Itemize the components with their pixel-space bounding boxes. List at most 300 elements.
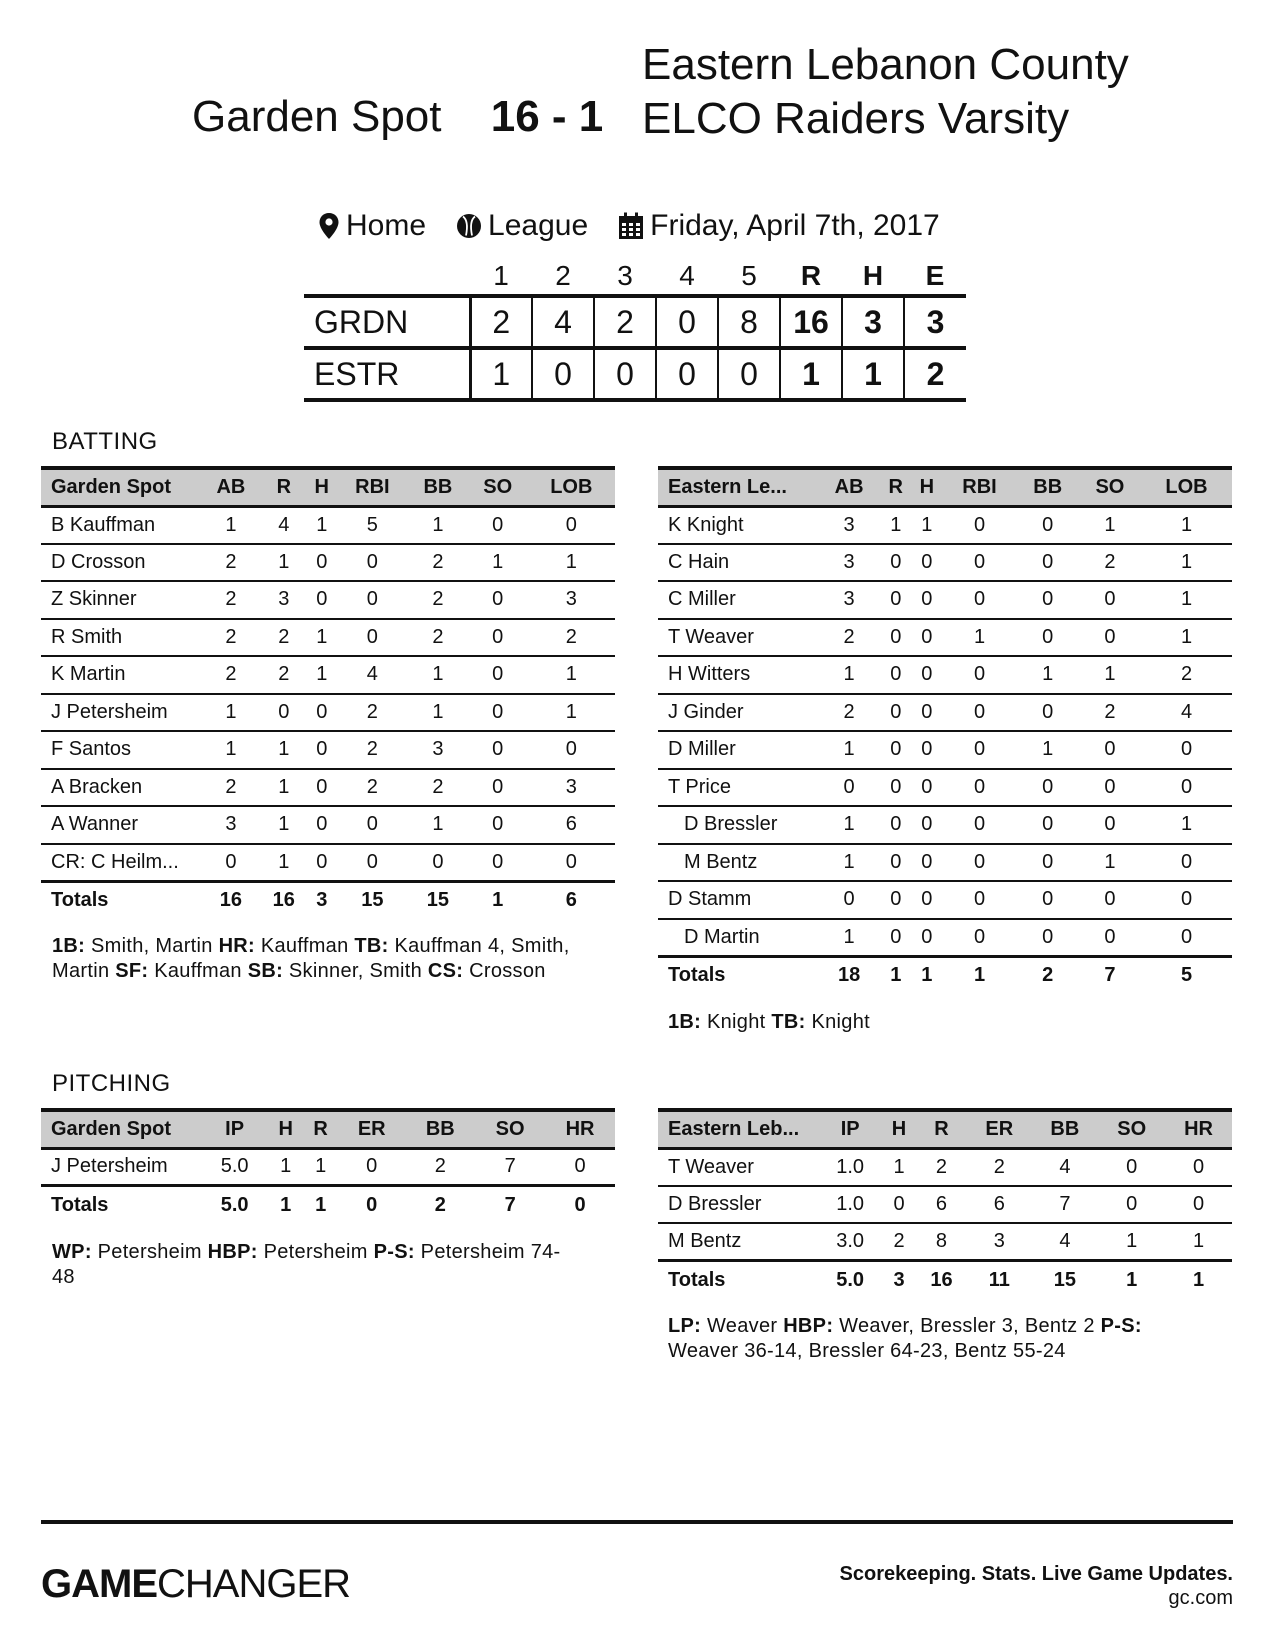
stat-cell: 0 <box>468 581 528 619</box>
total-cell: 7 <box>1079 956 1141 994</box>
stat-cell: 1 <box>1141 544 1232 582</box>
stat-cell: 0 <box>880 619 911 657</box>
table-header-stat: SO <box>475 1110 545 1148</box>
stat-cell: 2 <box>261 656 307 694</box>
note-value: Kauffman <box>255 935 355 957</box>
table-row <box>41 656 615 694</box>
stat-cell: 1 <box>911 506 942 544</box>
stat-cell: 1 <box>1017 656 1079 694</box>
stat-cell: 1 <box>408 806 468 844</box>
stat-cell: 0 <box>307 806 337 844</box>
baseball-icon <box>456 213 482 239</box>
linescore-header-team <box>304 258 470 296</box>
note-value: Petersheim <box>91 1241 208 1263</box>
inning-score: 0 <box>718 348 780 400</box>
logo-text-light: CHANGER <box>157 1562 351 1606</box>
totals-label: Totals <box>41 1186 201 1224</box>
player-name: J Ginder <box>658 694 818 732</box>
table-header-stat: BB <box>408 468 468 506</box>
stat-cell: 1 <box>261 731 307 769</box>
inning-score: 0 <box>656 296 718 348</box>
player-name: K Knight <box>658 506 818 544</box>
stat-cell: 2 <box>261 619 307 657</box>
total-cell: 5.0 <box>818 1261 882 1299</box>
total-cell: 1 <box>880 956 911 994</box>
stat-cell: 0 <box>468 619 528 657</box>
stat-cell: 1 <box>307 656 337 694</box>
stat-cell: 1 <box>307 619 337 657</box>
table-row <box>41 731 615 769</box>
player-name: D Miller <box>658 731 818 769</box>
note-value: Kauffman 4, Smith, Martin <box>52 935 570 982</box>
home-batting-table <box>41 466 615 919</box>
stat-cell: 3 <box>818 581 880 619</box>
stat-cell: 1 <box>942 619 1016 657</box>
note-value: Kauffman <box>148 960 248 982</box>
table-header-stat: IP <box>201 1110 268 1148</box>
table-row <box>658 731 1232 769</box>
date-label: Friday, April 7th, 2017 <box>650 209 940 242</box>
table-row <box>41 844 615 882</box>
player-name: D Stamm <box>658 881 818 919</box>
player-name: H Witters <box>658 656 818 694</box>
hits-header: H <box>862 260 884 291</box>
stat-cell: 0 <box>1141 731 1232 769</box>
map-pin-icon <box>318 212 340 240</box>
table-header-stat: SO <box>1098 1110 1165 1148</box>
note-key: LP: <box>668 1315 702 1337</box>
stat-cell: 0 <box>307 731 337 769</box>
inning-score: 1 <box>470 348 532 400</box>
inning-score: 0 <box>594 348 656 400</box>
stat-cell: 6 <box>528 806 615 844</box>
home-batting-notes <box>52 934 622 984</box>
stat-cell: 0 <box>1017 694 1079 732</box>
stat-cell: 1 <box>408 694 468 732</box>
stat-cell: 3 <box>528 769 615 807</box>
stat-cell: 0 <box>818 769 880 807</box>
stat-cell: 0 <box>1017 544 1079 582</box>
stat-cell: 1 <box>1141 506 1232 544</box>
stat-cell: 3 <box>818 544 880 582</box>
stat-cell: 0 <box>942 694 1016 732</box>
inning-header: 2 <box>555 260 571 291</box>
stat-cell: 1 <box>268 1148 303 1186</box>
stat-cell: 3 <box>408 731 468 769</box>
stat-cell: 1 <box>528 694 615 732</box>
total-cell: 7 <box>475 1186 545 1224</box>
stat-cell: 1 <box>408 506 468 544</box>
stat-cell: 0 <box>880 731 911 769</box>
stat-cell: 0 <box>1079 919 1141 957</box>
stat-cell: 1 <box>261 806 307 844</box>
stat-cell: 1 <box>818 919 880 957</box>
away-batting-notes <box>668 1010 1228 1035</box>
inning-score: 4 <box>532 296 594 348</box>
table-row <box>658 619 1232 657</box>
stat-cell: 2 <box>818 694 880 732</box>
total-cell: 1 <box>911 956 942 994</box>
table-header-row <box>658 468 1232 506</box>
stat-cell: 3 <box>261 581 307 619</box>
stat-cell: 2 <box>408 769 468 807</box>
stat-cell: 0 <box>468 806 528 844</box>
stat-cell: 4 <box>1031 1223 1098 1261</box>
stat-cell: 1 <box>1079 506 1141 544</box>
player-name: D Bressler <box>658 1186 818 1224</box>
game-type-label: League <box>488 209 589 242</box>
table-header-row <box>41 468 615 506</box>
calendar-icon <box>618 212 644 240</box>
stat-cell: 0 <box>882 1186 915 1224</box>
stat-cell: 0 <box>880 544 911 582</box>
stat-cell: 1 <box>1017 731 1079 769</box>
table-header-stat: R <box>880 468 911 506</box>
total-runs: 16 <box>780 296 842 348</box>
note-key: P-S: <box>373 1241 415 1263</box>
linescore-team: ESTR <box>304 348 470 400</box>
table-header-stat: HR <box>545 1110 615 1148</box>
table-row <box>41 769 615 807</box>
player-name: T Weaver <box>658 619 818 657</box>
table-header-stat: ER <box>338 1110 405 1148</box>
stat-cell: 3.0 <box>818 1223 882 1261</box>
total-cell: 11 <box>967 1261 1031 1299</box>
logo-text-bold: GAME <box>41 1562 157 1606</box>
stat-cell: 2 <box>528 619 615 657</box>
note-key: TB: <box>354 935 389 957</box>
note-value: Skinner, Smith <box>283 960 428 982</box>
stat-cell: 2 <box>1079 694 1141 732</box>
total-cell: 5 <box>1141 956 1232 994</box>
home-pitching-notes <box>52 1240 572 1290</box>
total-cell: 16 <box>201 881 261 919</box>
stat-cell: 0 <box>942 881 1016 919</box>
totals-row <box>41 881 615 919</box>
stat-cell: 1 <box>261 769 307 807</box>
away-batting-table <box>658 466 1232 994</box>
total-cell: 16 <box>261 881 307 919</box>
note-key: WP: <box>52 1241 92 1263</box>
stat-cell: 2 <box>201 619 261 657</box>
player-name: D Bressler <box>658 806 818 844</box>
stat-cell: 0 <box>911 919 942 957</box>
total-cell: 2 <box>405 1186 475 1224</box>
table-row <box>658 881 1232 919</box>
table-row <box>658 694 1232 732</box>
stat-cell: 0 <box>1098 1148 1165 1186</box>
stat-cell: 7 <box>475 1148 545 1186</box>
gamechanger-logo <box>41 1560 350 1608</box>
table-header-stat: ER <box>967 1110 1031 1148</box>
table-header-stat: SO <box>1079 468 1141 506</box>
linescore-header-row <box>304 258 966 296</box>
stat-cell: 0 <box>880 919 911 957</box>
note-value: Knight <box>701 1011 772 1033</box>
stat-cell: 0 <box>1079 881 1141 919</box>
stat-cell: 0 <box>307 844 337 882</box>
final-score: 16 - 1 <box>490 92 604 141</box>
stat-cell: 0 <box>942 506 1016 544</box>
stat-cell: 0 <box>880 806 911 844</box>
stat-cell: 0 <box>1017 919 1079 957</box>
pitching-section-title: PITCHING <box>52 1070 171 1097</box>
table-header-stat: H <box>911 468 942 506</box>
table-row <box>41 619 615 657</box>
total-errors: 3 <box>904 296 966 348</box>
stat-cell: 1 <box>1141 619 1232 657</box>
table-row <box>658 844 1232 882</box>
home-team-name: Garden Spot <box>192 92 442 141</box>
away-pitching-notes <box>668 1314 1198 1364</box>
table-header-team: Eastern Le... <box>658 468 818 506</box>
table-row <box>658 1223 1232 1261</box>
stat-cell: 0 <box>528 506 615 544</box>
total-cell: 15 <box>337 881 408 919</box>
player-name: M Bentz <box>658 1223 818 1261</box>
player-name: M Bentz <box>658 844 818 882</box>
stat-cell: 0 <box>1141 919 1232 957</box>
totals-label: Totals <box>658 956 818 994</box>
stat-cell: 0 <box>337 619 408 657</box>
total-cell: 3 <box>882 1261 915 1299</box>
note-value: Weaver, Bressler 3, Bentz 2 <box>833 1315 1101 1337</box>
table-row <box>41 806 615 844</box>
stat-cell: 2 <box>408 619 468 657</box>
batting-section-title: BATTING <box>52 428 158 455</box>
stat-cell: 0 <box>307 694 337 732</box>
table-header-stat: SO <box>468 468 528 506</box>
total-cell: 1 <box>1098 1261 1165 1299</box>
total-cell: 0 <box>545 1186 615 1224</box>
table-header-row <box>658 1110 1232 1148</box>
stat-cell: 2 <box>337 731 408 769</box>
table-header-stat: BB <box>405 1110 475 1148</box>
note-key: 1B: <box>668 1011 702 1033</box>
stat-cell: 0 <box>408 844 468 882</box>
stat-cell: 1 <box>1141 806 1232 844</box>
stat-cell: 0 <box>942 919 1016 957</box>
stat-cell: 7 <box>1031 1186 1098 1224</box>
location-item <box>318 209 426 243</box>
player-name: J Petersheim <box>41 694 201 732</box>
stat-cell: 3 <box>528 581 615 619</box>
stat-cell: 0 <box>1017 806 1079 844</box>
stat-cell: 4 <box>337 656 408 694</box>
totals-label: Totals <box>41 881 201 919</box>
stat-cell: 0 <box>528 731 615 769</box>
table-header-stat: RBI <box>942 468 1016 506</box>
table-header-stat: IP <box>818 1110 882 1148</box>
table-header-stat: H <box>268 1110 303 1148</box>
totals-label: Totals <box>658 1261 818 1299</box>
total-cell: 18 <box>818 956 880 994</box>
stat-cell: 0 <box>942 731 1016 769</box>
total-cell: 2 <box>1017 956 1079 994</box>
note-key: P-S: <box>1100 1315 1142 1337</box>
table-header-stat: LOB <box>1141 468 1232 506</box>
player-name: F Santos <box>41 731 201 769</box>
table-header-stat: BB <box>1031 1110 1098 1148</box>
table-header-stat: LOB <box>528 468 615 506</box>
stat-cell: 0 <box>261 694 307 732</box>
player-name: T Weaver <box>658 1148 818 1186</box>
table-header-stat: R <box>303 1110 338 1148</box>
stat-cell: 0 <box>818 881 880 919</box>
stat-cell: 1 <box>818 844 880 882</box>
table-row <box>41 1148 615 1186</box>
stat-cell: 0 <box>942 769 1016 807</box>
stat-cell: 0 <box>307 581 337 619</box>
stat-cell: 0 <box>1165 1148 1232 1186</box>
stat-cell: 0 <box>307 769 337 807</box>
stat-cell: 2 <box>201 544 261 582</box>
player-name: Z Skinner <box>41 581 201 619</box>
stat-cell: 1 <box>880 506 911 544</box>
stat-cell: 1 <box>818 806 880 844</box>
stat-cell: 0 <box>1017 769 1079 807</box>
date-item <box>618 209 940 243</box>
stat-cell: 0 <box>1017 581 1079 619</box>
stat-cell: 4 <box>261 506 307 544</box>
player-name: R Smith <box>41 619 201 657</box>
stat-cell: 8 <box>916 1223 967 1261</box>
stat-cell: 0 <box>1141 769 1232 807</box>
stat-cell: 2 <box>201 769 261 807</box>
table-header-team: Eastern Leb... <box>658 1110 818 1148</box>
stat-cell: 0 <box>911 619 942 657</box>
table-header-stat: RBI <box>337 468 408 506</box>
inning-score: 0 <box>656 348 718 400</box>
stat-cell: 2 <box>201 581 261 619</box>
table-header-team: Garden Spot <box>41 468 201 506</box>
table-header-stat: BB <box>1017 468 1079 506</box>
stat-cell: 0 <box>337 844 408 882</box>
stat-cell: 0 <box>1017 619 1079 657</box>
player-name: D Martin <box>658 919 818 957</box>
table-row <box>658 919 1232 957</box>
stat-cell: 2 <box>1079 544 1141 582</box>
stat-cell: 0 <box>911 544 942 582</box>
errors-header: E <box>925 260 945 291</box>
stat-cell: 0 <box>911 656 942 694</box>
stat-cell: 2 <box>818 619 880 657</box>
stat-cell: 0 <box>1079 806 1141 844</box>
table-header-row <box>41 1110 615 1148</box>
table-row <box>41 544 615 582</box>
stat-cell: 2 <box>337 769 408 807</box>
total-cell: 1 <box>268 1186 303 1224</box>
stat-cell: 0 <box>1165 1186 1232 1224</box>
stat-cell: 0 <box>1079 731 1141 769</box>
note-key: HBP: <box>783 1315 834 1337</box>
player-name: J Petersheim <box>41 1148 201 1186</box>
table-header-stat: R <box>261 468 307 506</box>
stat-cell: 0 <box>911 581 942 619</box>
note-value: Smith, Martin <box>85 935 219 957</box>
stat-cell: 3 <box>818 506 880 544</box>
away-team-name: Eastern Lebanon County ELCO Raiders Varsity <box>642 40 1129 143</box>
stat-cell: 1 <box>882 1148 915 1186</box>
note-key: 1B: <box>52 935 86 957</box>
note-value: Crosson <box>463 960 546 982</box>
inning-header: 4 <box>679 260 695 291</box>
total-cell: 15 <box>1031 1261 1098 1299</box>
stat-cell: 1 <box>261 844 307 882</box>
stat-cell: 1 <box>201 506 261 544</box>
stat-cell: 0 <box>880 656 911 694</box>
away-pitching-table <box>658 1108 1232 1298</box>
stat-cell: 1 <box>261 544 307 582</box>
note-key: HBP: <box>207 1241 258 1263</box>
player-name: K Martin <box>41 656 201 694</box>
stat-cell: 2 <box>405 1148 475 1186</box>
linescore-team: GRDN <box>304 296 470 348</box>
stat-cell: 2 <box>337 694 408 732</box>
table-header-stat: H <box>882 1110 915 1148</box>
stat-cell: 0 <box>1079 619 1141 657</box>
stat-cell: 1 <box>818 656 880 694</box>
stat-cell: 1 <box>818 731 880 769</box>
stat-cell: 0 <box>880 694 911 732</box>
note-key: SB: <box>247 960 284 982</box>
stat-cell: 0 <box>911 881 942 919</box>
stat-cell: 0 <box>1017 844 1079 882</box>
stat-cell: 5.0 <box>201 1148 268 1186</box>
home-pitching-table <box>41 1108 615 1223</box>
stat-cell: 0 <box>942 581 1016 619</box>
table-header-stat: H <box>307 468 337 506</box>
stat-cell: 0 <box>911 806 942 844</box>
stat-cell: 4 <box>1031 1148 1098 1186</box>
table-header-stat: AB <box>818 468 880 506</box>
total-cell: 15 <box>408 881 468 919</box>
stat-cell: 0 <box>338 1148 405 1186</box>
stat-cell: 0 <box>468 769 528 807</box>
stat-cell: 1 <box>1165 1223 1232 1261</box>
table-row <box>658 1148 1232 1186</box>
note-key: TB: <box>771 1011 806 1033</box>
table-header-team: Garden Spot <box>41 1110 201 1148</box>
location-label: Home <box>346 209 427 242</box>
stat-cell: 2 <box>408 544 468 582</box>
note-value: Petersheim <box>257 1241 374 1263</box>
table-header-stat: HR <box>1165 1110 1232 1148</box>
table-header-stat: R <box>916 1110 967 1148</box>
stat-cell: 0 <box>468 844 528 882</box>
stat-cell: 0 <box>545 1148 615 1186</box>
total-runs: 1 <box>780 348 842 400</box>
table-row <box>658 656 1232 694</box>
game-type-item <box>456 209 588 243</box>
note-key: HR: <box>218 935 256 957</box>
stat-cell: 1.0 <box>818 1186 882 1224</box>
table-row <box>658 544 1232 582</box>
stat-cell: 2 <box>882 1223 915 1261</box>
player-name: CR: C Heilm... <box>41 844 201 882</box>
footer-divider <box>41 1520 1233 1524</box>
stat-cell: 1 <box>1079 844 1141 882</box>
totals-row <box>41 1186 615 1224</box>
stat-cell: 0 <box>1098 1186 1165 1224</box>
stat-cell: 0 <box>880 769 911 807</box>
player-name: D Crosson <box>41 544 201 582</box>
note-value: Knight <box>805 1011 870 1033</box>
stat-cell: 0 <box>942 806 1016 844</box>
totals-row <box>658 956 1232 994</box>
stat-cell: 1 <box>468 544 528 582</box>
stat-cell: 0 <box>880 581 911 619</box>
